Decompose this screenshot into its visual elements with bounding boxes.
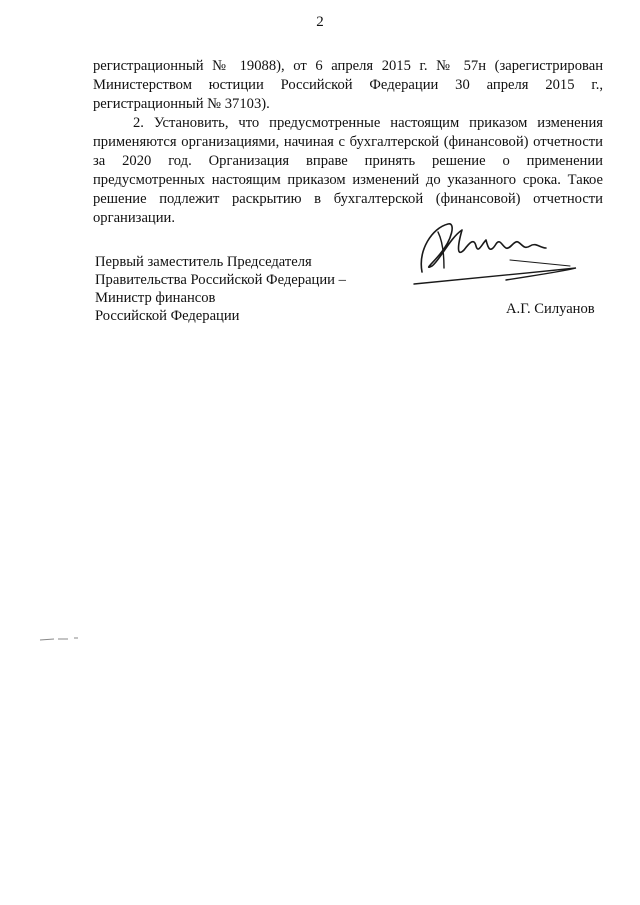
- handwritten-signature: [410, 210, 580, 290]
- signatory-title: [95, 253, 346, 325]
- paragraph-continuation: регистрационный № 19088), от 6 апреля 2015 г. № 57н (зарегистрирован Министерством юстиции Российской Федерации 30 апреля 2015 г., регистрационный № 37103).: [93, 58, 603, 112]
- page-number: 2: [316, 14, 324, 30]
- scan-artifact-mark: [38, 635, 82, 643]
- signatory-title-line: Первый заместитель Председателя: [95, 254, 312, 270]
- paragraph-item-2: 2. Установить, что предусмотренные настоящим приказом изменения применяются организациями, начиная с бухгалтерской (финансовой) отчетности за 2020 год. Организация вправе принять решение о применении предусмотренных настоящим приказом изменений до указанного срока. Такое решение подлежит раскрытию в бухгалтерской (финансовой) отчетности организации.: [93, 115, 603, 226]
- signatory-title-line: Правительства Российской Федерации –: [95, 272, 346, 288]
- signatory-title-line: Российской Федерации: [95, 308, 240, 324]
- signatory-title-line: Министр финансов: [95, 290, 216, 306]
- document-body: [93, 57, 603, 228]
- signatory-name: А.Г. Силуанов: [506, 301, 595, 317]
